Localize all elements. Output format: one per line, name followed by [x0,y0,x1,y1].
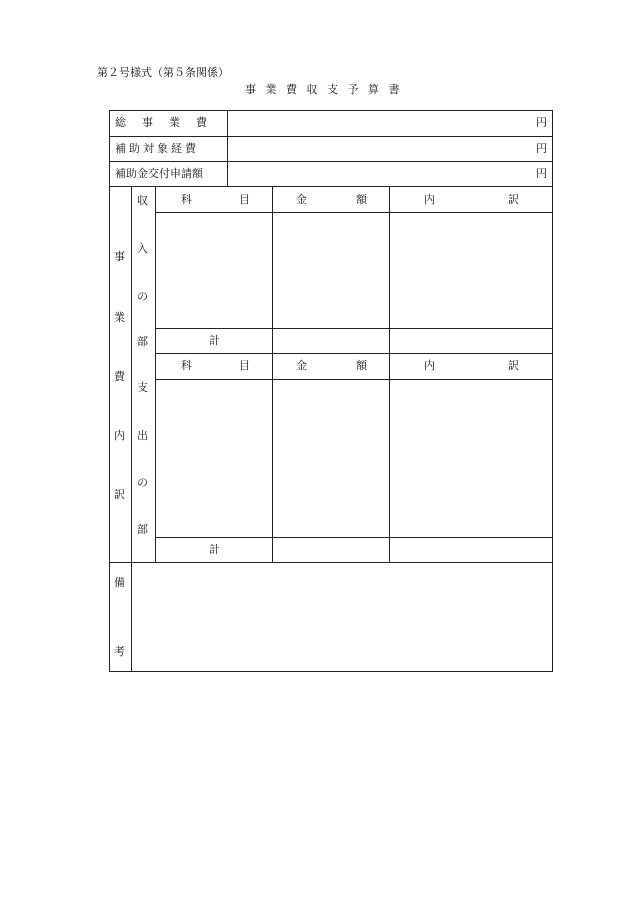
grant-request-amount-label: 補助金交付申請額 [115,167,203,180]
side-label-char-1: 事 [114,250,125,263]
expense-label-char-4: 部 [137,523,148,536]
income-label-char-2: 入 [137,242,148,255]
income-col-detail-a: 内 [424,193,435,206]
expense-col-detail-b: 訳 [508,359,519,372]
income-label-char-1: 収 [137,194,148,207]
subsidy-target-cost-unit: 円 [536,142,547,155]
remarks-label-char-1: 備 [114,576,125,589]
subsidy-target-cost-label: 補助対象経費 [115,142,199,155]
expense-col-item-a: 科 [181,359,192,372]
income-col-item-b: 目 [239,193,250,206]
expense-label-char-3: の [137,476,148,489]
income-label-char-4: 部 [137,335,148,348]
income-label-char-3: の [137,290,148,303]
income-total-label: 計 [209,334,220,347]
expense-col-detail-a: 内 [424,359,435,372]
grant-request-amount-unit: 円 [536,167,547,180]
total-project-cost-label: 総事業費 [115,116,223,129]
expense-col-amount-a: 金 [296,359,307,372]
side-label-char-5: 訳 [114,488,125,501]
document-title: 事 業 費 収 支 予 算 書 [245,83,403,96]
side-label-char-2: 業 [114,311,125,324]
total-project-cost-unit: 円 [536,116,547,129]
form-number-label: 第２号様式（第５条関係） [97,66,229,79]
income-col-amount-a: 金 [296,193,307,206]
expense-col-item-b: 目 [239,359,250,372]
income-col-amount-b: 額 [356,193,367,206]
side-label-char-4: 内 [114,429,125,442]
income-col-item-a: 科 [181,193,192,206]
side-label-char-3: 費 [114,370,125,383]
remarks-label-char-2: 考 [114,645,125,658]
expense-total-label: 計 [209,543,220,556]
expense-label-char-2: 出 [137,429,148,442]
income-col-detail-b: 訳 [508,193,519,206]
expense-label-char-1: 支 [137,381,148,394]
expense-col-amount-b: 額 [356,359,367,372]
